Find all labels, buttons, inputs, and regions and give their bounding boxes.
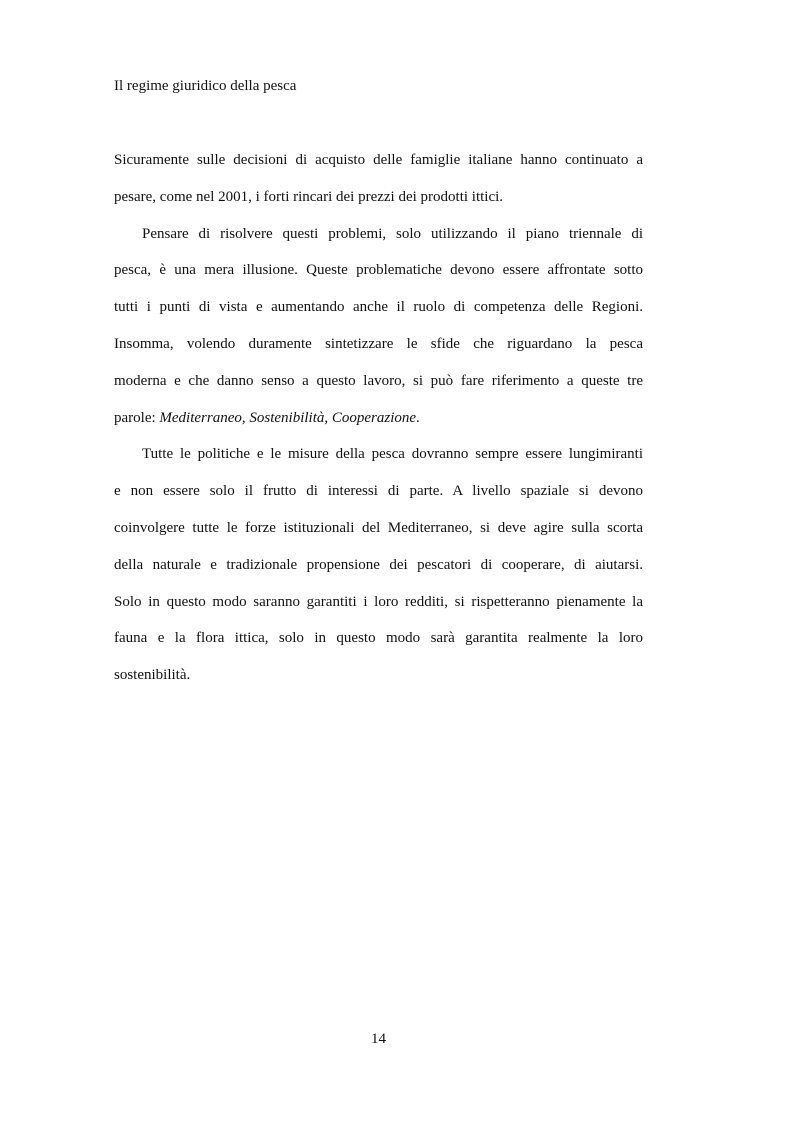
- text-line: tutti i punti di vista e aumentando anche il ruolo di competenza delle Regioni.: [114, 299, 643, 316]
- text-line: fauna e la flora ittica, solo in questo modo sarà garantita realmente la loro: [114, 630, 643, 647]
- text-line: e non essere solo il frutto di interessi di parte. A livello spaziale si devono: [114, 483, 643, 500]
- text-line: Pensare di risolvere questi problemi, solo utilizzando il piano triennale di: [142, 225, 643, 242]
- keywords-italic: Mediterraneo, Sostenibilità, Cooperazione: [159, 409, 417, 426]
- text-line: Sicuramente sulle decisioni di acquisto delle famiglie italiane hanno continuato a: [114, 152, 643, 168]
- text-line: pesca, è una mera illusione. Queste problematiche devono essere affrontate sotto: [114, 262, 643, 279]
- text-line: moderna e che danno senso a questo lavoro, si può fare riferimento a queste tre: [114, 372, 643, 389]
- text-line: sostenibilità.: [114, 667, 191, 684]
- text-line: Insomma, volendo duramente sintetizzare le sfide che riguardano la pesca: [114, 335, 643, 352]
- text-line: pesare, come nel 2001, i forti rincari dei prezzi dei prodotti ittici.: [114, 188, 504, 205]
- text-span: parole:: [114, 409, 160, 426]
- text-line: Tutte le politiche e le misure della pesca dovranno sempre essere lungimiranti: [142, 446, 643, 463]
- page-number: 14: [371, 1031, 386, 1047]
- text-line: della naturale e tradizionale propensione dei pescatori di cooperare, di aiutarsi.: [114, 556, 643, 573]
- body-text: [114, 150, 643, 702]
- text-line: [114, 408, 643, 445]
- text-line: Solo in questo modo saranno garantiti i loro redditi, si rispetteranno pienamente la: [114, 593, 643, 610]
- text-line: coinvolgere tutte le forze istituzionali del Mediterraneo, si deve agire sulla scorta: [114, 519, 643, 536]
- running-header: Il regime giuridico della pesca: [114, 78, 297, 94]
- text-span: .: [416, 409, 420, 426]
